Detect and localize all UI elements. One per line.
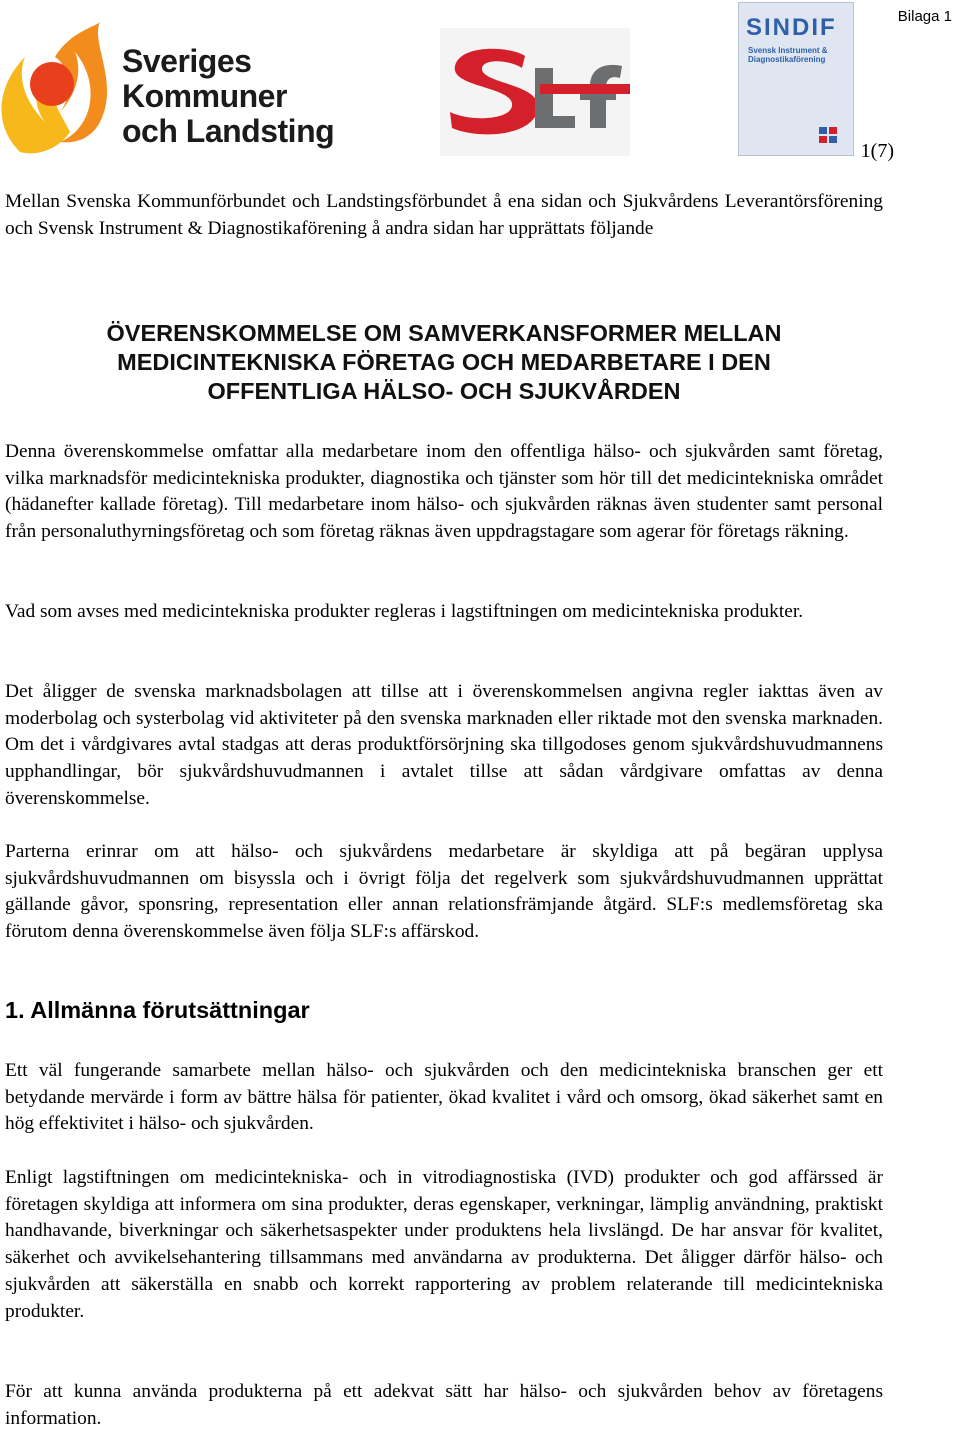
document-title-line: OFFENTLIGA HÄLSO- OCH SJUKVÅRDEN <box>207 378 681 404</box>
body-paragraph: Parterna erinrar om att hälso- och sjukvårdens medarbetare är skyldiga att på begäran upplysa sjukvårdshuvudmannen om bisyssla och i övrigt följa det regelverk som sjukvårdshuvudmannen upprättat gällande gåvor, sponsring, representation eller annan relationsfrämjande åtgärd. SLF:s medlemsföretag ska förutom denna överenskommelse även följa SLF:s affärskod. <box>5 841 883 943</box>
body-paragraph: Det åligger de svenska marknadsbolagen att tillse att i överenskommelsen angivna regler iakttas även av moderbolag och systerbolag vid aktiviteter på den svenska marknaden eller riktade mot den svenska marknaden. Om det i vårdgivares avtal stadgas att deras produktförsörjning ska tillgodoses genom sjukvårdshuvudmannens upphandlingar, bör sjukvårdshuvudmannen i avtalet tillse att sådan vårdgivare omfattas av denna överenskommelse. <box>5 681 883 809</box>
body-paragraph: För att kunna använda produkterna på ett adekvat sätt har hälso- och sjukvården behov av företagens information. <box>5 1381 883 1429</box>
sindif-logo-line: Svensk Instrument & <box>748 46 828 55</box>
intro-paragraph: Mellan Svenska Kommunförbundet och Landstingsförbundet å ena sidan och Sjukvårdens Leverantörsförening och Svensk Instrument & Diagnostikaförening å andra sidan har upprättats följande <box>5 191 883 239</box>
page-number: 1(7) <box>860 140 894 162</box>
body-paragraph: Ett väl fungerande samarbete mellan hälso- och sjukvården och den medicintekniska branschen ger ett betydande mervärde i form av bättre hälsa för patienter, ökad kvalitet i vård och omsorg, ökad säkerhet samt en hög effektivitet i hälso- och sjukvården. <box>5 1060 883 1135</box>
sindif-squares-icon <box>819 127 839 145</box>
body-paragraph: Denna överenskommelse omfattar alla medarbetare inom den offentliga hälso- och sjukvården samt företag, vilka marknadsför medicintekniska produkter, diagnostika och tjänster som hör till det medicintekniska området (hädanefter kallade företag). Till medarbetare inom hälso- och sjukvården räknas även studenter samt personal från personaluthyrningsföretag och som företag räknas även uppdragstagare som agerar för företags räkning. <box>5 441 883 543</box>
attachment-label: Bilaga 1 <box>897 8 952 25</box>
skl-logo-line: Kommuner <box>122 78 287 114</box>
skl-flame-icon <box>0 22 120 162</box>
body-paragraph: Enligt lagstiftningen om medicintekniska- och in vitrodiagnostiska (IVD) produkter och god affärssed är företagen skyldiga att informera om sina produkter, deras egenskaper, verkningar, lämplig användning, praktiskt handhavande, biverkningar och säkerhetsaspekter under produktens hela livslängd. De har ansvar för kvalitet, säkerhet och avvikelsehantering tillsammans med användarna av produkterna. Det åligger därför hälso- och sjukvården att säkerställa en snabb och korrekt rapportering av problem relaterande till medicintekniska produkter. <box>5 1167 883 1322</box>
section-heading: 1. Allmänna förutsättningar <box>5 997 310 1023</box>
document-title <box>0 319 888 406</box>
sindif-logo-subtitle <box>748 46 848 64</box>
skl-logo-text <box>122 44 334 149</box>
slf-logo <box>440 28 630 156</box>
skl-logo-line: Sveriges <box>122 43 252 79</box>
slf-logo-graphic <box>440 28 630 156</box>
document-title-line: ÖVERENSKOMMELSE OM SAMVERKANSFORMER MELLAN <box>106 320 782 346</box>
sindif-logo-line: Diagnostikaförening <box>748 55 826 64</box>
body-paragraph: Vad som avses med medicintekniska produkter regleras i lagstiftningen om medicintekniska produkter. <box>5 601 804 622</box>
document-title-line: MEDICINTEKNISKA FÖRETAG OCH MEDARBETARE I DEN <box>117 349 771 375</box>
sindif-logo-name: SINDIF <box>746 14 837 41</box>
skl-logo-line: och Landsting <box>122 113 335 149</box>
